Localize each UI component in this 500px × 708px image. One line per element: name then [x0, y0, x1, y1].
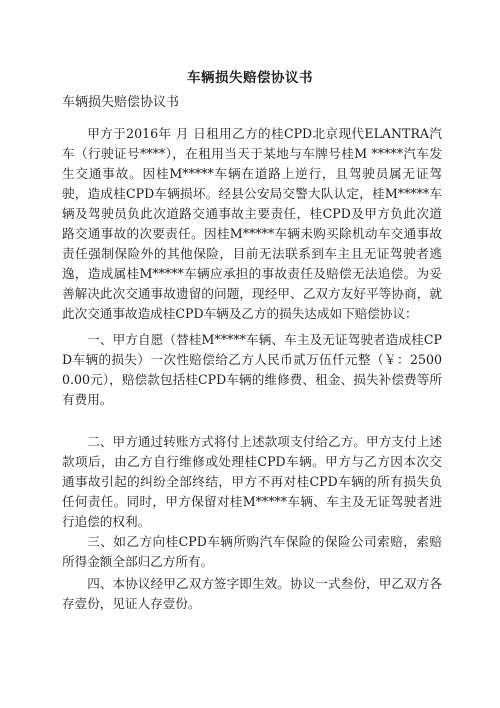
paragraph-clause-3: 三、如乙方向桂CPD车辆所购汽车保险的保险公司索赔，索赔所得金额全部归乙方所有。	[62, 534, 442, 569]
paragraph-clause-1: 一、甲方自愿（替桂M*****车辆、车主及无证驾驶者造成桂CPD车辆的损失）一次性赔偿给乙方人民币贰万伍仟元整（￥：25000.00元），赔偿款包括桂CPD车辆的维修费、租金、损失补偿费等所有费用。	[62, 332, 442, 407]
paragraph-clause-2: 二、甲方通过转账方式将付上述款项支付给乙方。甲方支付上述款项后，由乙方自行维修或处理桂CPD车辆。甲方与乙方因本次交通事故引起的纠纷全部终结，甲方不再对桂CPD车辆的所有损失负任何责任。同时，甲方保留对桂M*****车辆、车主及无证驾驶者进行追偿的权利。	[62, 434, 442, 529]
paragraph-clause-4: 四、本协议经甲乙双方签字即生效。协议一式叁份，甲乙双方各存壹份，见证人存壹份。	[62, 576, 442, 611]
document-title: 车辆损失赔偿协议书	[187, 70, 313, 86]
document-subtitle: 车辆损失赔偿协议书	[62, 95, 180, 110]
paragraph-intro: 甲方于2016年 月 日租用乙方的桂CPD北京现代ELANTRA汽车（行驶证号****），在租用当天于某地与车牌号桂M *****汽车发生交通事故。因桂M*****车辆在道路上逆行，且驾驶员属无证驾驶，造成桂CPD车辆损坏。经县公安局交警大队认定，桂M*****车辆及驾驶员负此次道路交通事故主要责任，桂CPD及甲方负此次道路交通事故的次要责任。因桂M*****车辆未购买除机动车交通事故责任强制保险外的其他保险，目前无法联系到车主且无证驾驶者逃逸，造成属桂M*****车辆应承担的事故责任及赔偿无法追偿。为妥善解决此次交通事故遗留的问题，现经甲、乙双方友好平等协商，就此次交通事故造成桂CPD车辆及乙方的损失达成如下赔偿协议：	[62, 126, 442, 321]
